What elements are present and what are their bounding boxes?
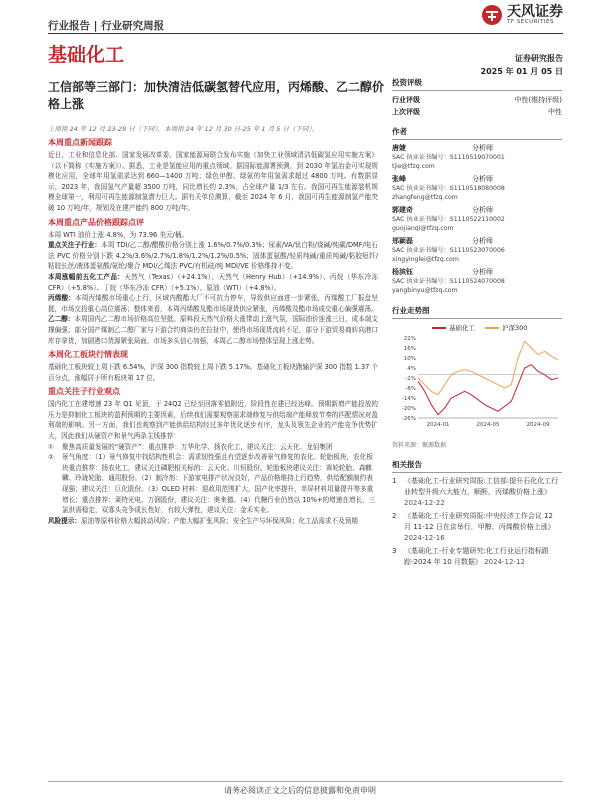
analyst-role: 分析师 <box>472 175 493 183</box>
related-date: 2024-12-16 <box>404 534 445 542</box>
logo-en: TF SECURITIES <box>507 19 554 25</box>
analyst-email[interactable]: tjie@tfzq.com <box>392 163 435 170</box>
analyst-email[interactable]: zhangfeng@tfzq.com <box>392 194 458 201</box>
analyst-entry <box>392 205 562 233</box>
price-heading: 本周重点产品价格跟踪点评 <box>48 217 144 227</box>
main-content <box>48 124 378 526</box>
y-tick-label: 4% <box>407 366 416 372</box>
related-item[interactable] <box>392 511 562 544</box>
rating-heading: 投资评级 <box>392 77 562 91</box>
analyst-name: 郭建奇 <box>392 206 413 214</box>
y-tick-label: -20% <box>401 406 416 412</box>
related-reports <box>392 459 562 568</box>
chart-heading: 行业走势图 <box>392 305 562 319</box>
related-date: 2024-12-22 <box>404 499 445 507</box>
y-tick-label: -2% <box>405 376 416 382</box>
analyst-role: 分析师 <box>472 206 493 214</box>
analyst-role: 分析师 <box>472 237 493 245</box>
industry-rating-label: 行业评级 <box>392 96 420 104</box>
y-tick-label: -8% <box>405 386 416 392</box>
eg-paragraph <box>48 314 378 346</box>
x-tick-label: 2024-05 <box>476 422 500 428</box>
news-heading: 本周重点新闻跟踪 <box>48 138 112 147</box>
analyst-role: 分析师 <box>472 144 493 152</box>
focus-label: 重点关注子行业： <box>48 241 102 250</box>
analyst-name: 杨滨钰 <box>392 268 413 276</box>
page-title: 基础化工 <box>48 44 125 66</box>
bullet-number: ① <box>48 442 54 451</box>
top-bar <box>48 4 563 34</box>
related-item[interactable] <box>392 546 562 568</box>
view-heading: 重点关注子行业观点 <box>48 387 120 397</box>
analyst-name: 张峰 <box>392 175 406 183</box>
analyst-entry <box>392 143 562 171</box>
analyst-cert: SAC 执业证书编号：S1110519070001 <box>392 154 505 161</box>
risk-paragraph <box>48 516 378 527</box>
view-paragraph: 国内化工在建增速 23 年 Q1 见顶，于 24Q2 已经至回落零值附近，阶段性在建已经达峰。预期新增产能投放的压力是抑制化工板块的盈利预期的主要因素，后续我们需要观察需求端修复与供给端产能释放节奏的匹配情况对盈利端的影响。另一方面，我们也观察到产能供给结构经过多年优化逐步有序，龙头及领先企业的产能竞争优势扩大，因此我们从硬资产和景气两条主线推荐： <box>48 400 378 441</box>
analyst-entry <box>392 174 562 202</box>
breadcrumb: 行业报告 | 行业研究周报 <box>48 20 165 32</box>
analyst-name: 唐婕 <box>392 144 406 152</box>
industry-rating-row <box>392 94 562 106</box>
analyst-cert: SAC 执业证书编号：S1110518080008 <box>392 185 505 192</box>
related-date: 2024-12-12 <box>484 558 525 566</box>
report-type: 证券研究报告 <box>515 54 563 63</box>
series-line-hs300 <box>418 341 558 394</box>
news-paragraph: 近日，工业和信息化部、国家发展改革委、国家能源局联合发布实施《加快工业领域清洁低碳氢应用实施方案》（以下简称《实施方案》）。据悉，工业是氢能应用的重点领域。据国际能源署预测，到 2030 年氢冶金可实现规模化应用，全球年用氢需求达到 660—1400 万吨；绿色甲醇、绿氨的年用氢需求超过 4800 万吨。有数据显示，2023 年，我国氢气产量超 3500 万吨，同比增长约 2.3%，占全球产量 1/3 左右。我国可再生能源装机规模全球第一，利用可再生能源制氢潜力巨大。据有关单位测算，截至 2024 年 6 月，我国可再生能源制氢产能突破 10 万吨/年，规划及在建产能约 800 万吨/年。 <box>48 151 378 212</box>
authors-heading: 作者 <box>392 126 562 140</box>
bullet-text: 景气角度：（1）景气修复中找结构性机会：需求韧性强且有望逐步改善景气修复的农化、轮胎板块，农化板块重点推荐：扬农化工，建议关注磷肥相关标的：云天化、川恒股份。轮胎板块建议关注：赛轮轮胎、森麒麟、玲珑轮胎、通用股份。（2）制冷剂：下游家电排产状况良好，产品价格维持上行趋势，供给配额制约表现强；建议关注：巨化股份。（3）OLED 材料：迎政用范围扩大，国产化率提升，单屏材料用量提升等多重增长；重点推荐：莱特光电、万润股份，建议关注：奥来德。（4）代糖行业仍然以 10%+的增速在增长，三氯供需稳定，双寡头竞争成长性好，有较大弹性，建议关注：金禾实业。 <box>62 453 376 515</box>
related-title: 《基础化工-行业研究周报:工信部:提升石化化工行业转型升级六大能力，顺酐、丙烯酸价格上涨》 <box>404 477 559 496</box>
analyst-entry <box>392 267 562 295</box>
eg-text: 本周国内乙二醇市场价格高位坚挺。原料段天然气价格大涨带动上涨气氛，国际油价连涨三日，成本端支撑偏强；部分国产煤制乙二醇厂家与下游合约商谈仍在拉扯中，使得市场现货流转不足，部分下游贸易商转向港口库存拿货，加剧港口货源紧张局面，市场多头信心加强，本周乙二醇市场整体呈现上涨走势。 <box>48 315 379 345</box>
related-number: 3 <box>392 547 397 555</box>
analyst-role: 分析师 <box>472 268 493 276</box>
legend-swatch <box>432 327 446 329</box>
oil-paragraph: 本周 WTI 油价上涨 4.8%，为 73.96 美元/桶。 <box>48 230 188 239</box>
board-paragraph: 基础化工板块较上周下跌 6.54%，沪深 300 指数较上周下跌 5.17%。基础化工板块跑输沪深 300 指数 1.37 个百分点，涨幅居于所有板块第 17 位。 <box>48 363 378 382</box>
period-note: 上周指 24 年 12 月 23-29 日（下同），本周指 24 年 12 月 30 日-25 年 1 月 5 日（下同）。 <box>48 125 319 133</box>
analyst-cert: SAC 执业证书编号：S1110524070008 <box>392 278 505 285</box>
acrylic-paragraph <box>48 293 378 314</box>
related-item[interactable] <box>392 476 562 509</box>
analyst-cert: SAC 执业证书编号：S1110522110002 <box>392 216 505 223</box>
related-number: 2 <box>392 512 397 520</box>
bullet-text: 聚焦高质量发展的“硬资产”：重点推荐：万华化学、扬农化工，建议关注：云天化、龙佰集团 <box>62 442 333 451</box>
chart-legend <box>432 323 562 332</box>
report-headline: 工信部等三部门：加快清洁低碳氢替代应用，丙烯酸、乙二醇价格上涨 <box>48 80 385 111</box>
risk-text: 原油等原料价格大幅波动风险；产能大幅扩张风险；安全生产与环保风险；化工品需求不及预期 <box>80 516 358 525</box>
list-item <box>48 452 378 516</box>
gain-label: 本周涨幅前五化工产品： <box>48 272 125 281</box>
analyst-cert: SAC 执业证书编号：S1110523070006 <box>392 247 505 254</box>
acrylic-text: 本周丙烯酸市场重心上行，区域内酸酯大厂不可抗力停车，导致供应面进一步紧张，丙烯酸工厂报盘坚挺，市场交投重心高位震荡；整体来看，本周丙烯酸及酯市场现货供应紧张，丙烯酸及酯市场成交重心偏强震荡。 <box>48 294 379 313</box>
y-tick-label: 10% <box>403 356 416 362</box>
gain-text: 天然气（Texas）（+24.1%）、天然气（Henry Hub）（+14.9%）、丙烷（华东冷冻 CFR）（+5.8%）、丁烷（华东冷冻 CFR）（+5.1%）、原油（WTI）（+4.8%）。 <box>48 272 378 292</box>
prev-rating-label: 上次评级 <box>392 108 420 116</box>
legend-swatch <box>485 327 499 329</box>
sidebar <box>392 77 562 570</box>
analyst-entry <box>392 236 562 264</box>
y-tick-label: -26% <box>401 416 416 422</box>
related-title: 《基础化工-行业专题研究:化工行业运行指标跟踪-2024 年 10 月数据》 <box>404 547 549 566</box>
legend-label: 基础化工 <box>449 324 475 332</box>
eg-label: 乙二醇： <box>48 315 75 324</box>
footer-disclaimer: 请务必阅读正文之后的信息披露和免责申明 <box>224 786 376 795</box>
footer-divider <box>48 781 563 782</box>
company-logo <box>481 4 563 26</box>
legend-item <box>432 323 475 332</box>
logo-mark-icon <box>481 4 503 26</box>
series-line-chemical <box>418 365 558 415</box>
chart-source: 资料来源：聚源数据 <box>392 442 447 449</box>
prev-rating-row <box>392 106 562 118</box>
board-heading: 本周化工板块行情表现 <box>48 350 128 360</box>
industry-rating-value: 中性(维持评级) <box>514 96 562 104</box>
x-tick-label: 2024-01 <box>426 422 450 428</box>
legend-label: 沪深300 <box>502 324 528 332</box>
authors-list <box>392 143 562 295</box>
legend-item <box>485 323 527 332</box>
report-meta <box>481 52 563 78</box>
gain-paragraph <box>48 272 378 293</box>
bullet-number: ② <box>48 453 54 462</box>
related-title: 《基础化工-行业研究周报:中央经济工作会议 12 月 11-12 日在京举行，甲醇、丙烯酸价格上涨》 <box>404 512 555 531</box>
analyst-email[interactable]: yangbinyu@tfzq.com <box>392 287 458 294</box>
analyst-name: 邢颖磊 <box>392 237 413 245</box>
focus-paragraph <box>48 240 378 272</box>
report-date: 2025 年 01 月 05 日 <box>480 67 563 76</box>
related-number: 1 <box>392 477 397 485</box>
y-tick-label: 22% <box>403 336 416 342</box>
y-tick-label: -14% <box>401 396 416 402</box>
logo-cn: 天风证券 <box>507 4 563 20</box>
related-heading: 相关报告 <box>392 459 562 473</box>
x-tick-label: 2024-09 <box>526 422 550 428</box>
analyst-email[interactable]: xingyinglei@tfzq.com <box>392 256 459 263</box>
risk-label: 风险提示： <box>48 516 81 525</box>
focus-text: 本周 TDI/乙二醇/醋酸价格分别上涨 1.6%/0.7%/0.3%；尿素/VA/钛白粉/烧碱/纯碳/DMF/电石法 PVC 价格分别下跌 4.2%/3.6%/2.7%/1.8%/1.2%/1.2%/0.5%；固体蛋氨酸/轻质纯碱/重质纯碱/粘胶短纤/粘胶长丝/液体蛋氨酸/氨纶/聚合 MDI/乙烯法 PVC/有机硅/纯 MDI/VE 价格维持不变。 <box>48 241 379 271</box>
prev-rating-value: 中性 <box>548 108 562 116</box>
acrylic-label: 丙烯酸： <box>48 294 75 303</box>
y-tick-label: 16% <box>403 346 416 352</box>
list-item <box>48 442 378 453</box>
analyst-email[interactable]: guojianqi@tfzq.com <box>392 225 454 232</box>
trend-chart-section <box>392 305 562 449</box>
trend-chart <box>392 334 562 434</box>
